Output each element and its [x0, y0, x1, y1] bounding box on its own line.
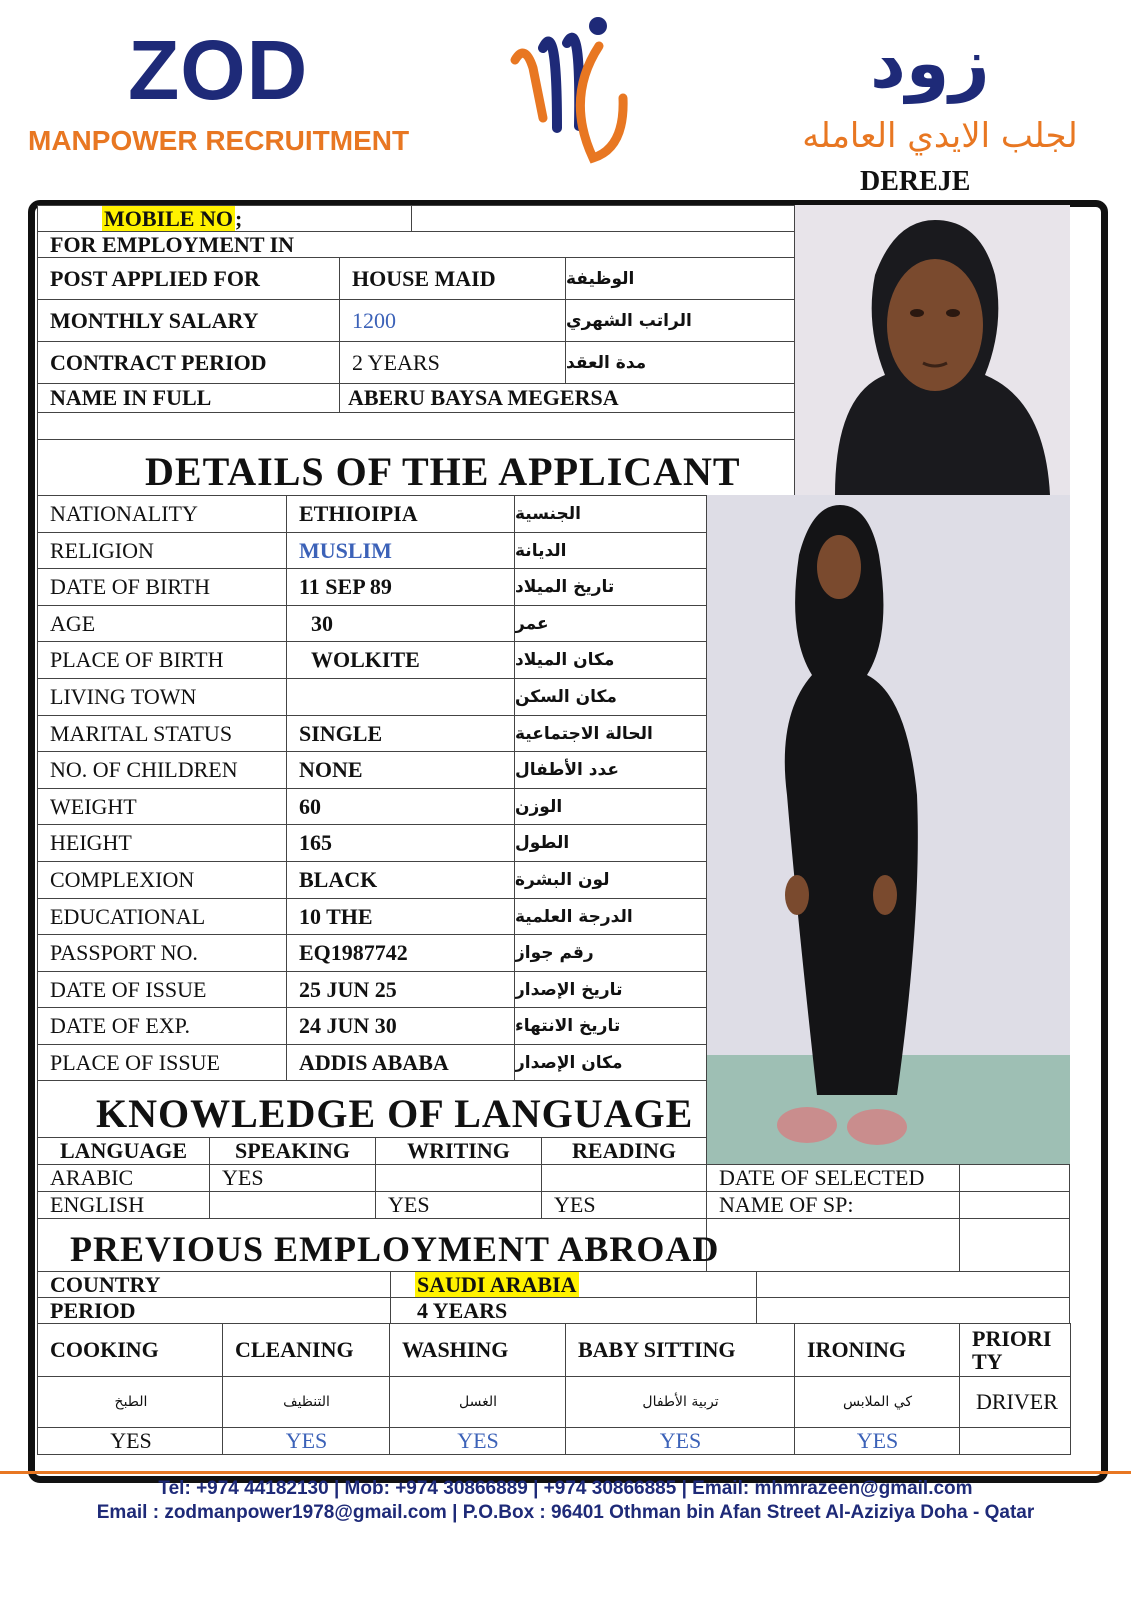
detail-value: 24 JUN 30 [286, 1007, 515, 1045]
detail-value: 165 [286, 824, 515, 862]
skill-label-ar: الغسل [389, 1376, 567, 1428]
skill-label-ar: تربية الأطفال [565, 1376, 796, 1428]
date-selected-label: DATE OF SELECTED [706, 1164, 960, 1192]
detail-value: ETHIOIPIA [286, 495, 515, 533]
skill-header: PRIORI TY [959, 1323, 1071, 1377]
detail-value: WOLKITE [286, 641, 515, 679]
detail-label-ar: مكان الإصدار [514, 1044, 707, 1082]
detail-label-ar: تاريخ الميلاد [514, 568, 707, 606]
detail-label-ar: مكان السكن [514, 678, 707, 716]
skill-label-ar: كي الملابس [794, 1376, 961, 1428]
headshot-figure [795, 205, 1070, 495]
footer-address-line: Email : zodmanpower1978@gmail.com | P.O.Box : 96401 Othman bin Afan Street Al-Aziziya Doha - Qatar [96, 1502, 1035, 1523]
detail-label: HEIGHT [37, 824, 287, 862]
detail-label-ar: تاريخ الإصدار [514, 971, 707, 1008]
detail-label-ar: تاريخ الانتهاء [514, 1007, 707, 1045]
contract-value: 2 YEARS [339, 341, 566, 384]
lang-arabic-speaking: YES [209, 1164, 376, 1192]
sponsor-value [959, 1191, 1070, 1219]
period-extra [756, 1297, 1070, 1324]
brand-name-arabic: زود [870, 22, 990, 104]
post-value: HOUSE MAID [339, 257, 566, 300]
full-body-figure [707, 495, 1070, 1165]
detail-label: PLACE OF ISSUE [37, 1044, 287, 1082]
contract-label-ar: مدة العقد [565, 341, 795, 384]
mobile-label-cell [37, 205, 412, 232]
lang-arabic-reading [541, 1164, 707, 1192]
lang-english-writing: YES [375, 1191, 542, 1219]
agent-name: DEREJE [860, 166, 971, 197]
detail-value: 10 THE [286, 898, 515, 935]
detail-label: DATE OF EXP. [37, 1007, 287, 1045]
priority-value: DRIVER [959, 1376, 1071, 1428]
period-label: PERIOD [37, 1297, 391, 1324]
brand-name: ZOD [128, 23, 309, 117]
priority-blank [959, 1427, 1071, 1455]
country-value: SAUDI ARABIA [417, 1271, 577, 1297]
lang-header-language: LANGUAGE [37, 1137, 210, 1165]
skill-header: IRONING [794, 1323, 961, 1377]
country-extra [756, 1271, 1070, 1298]
name-value: ABERU BAYSA MEGERSA [339, 383, 795, 413]
skill-value: YES [222, 1427, 391, 1455]
applicant-full-photo [707, 495, 1070, 1165]
detail-label-ar: الطول [514, 824, 707, 862]
detail-value: 11 SEP 89 [286, 568, 515, 606]
detail-label: DATE OF BIRTH [37, 568, 287, 606]
detail-label-ar: الجنسية [514, 495, 707, 533]
lang-header-speaking: SPEAKING [209, 1137, 376, 1165]
lang-arabic: ARABIC [37, 1164, 210, 1192]
mobile-separator: ; [234, 205, 243, 231]
blank-row [37, 412, 795, 440]
detail-label: EDUCATIONAL [37, 898, 287, 935]
detail-value: SINGLE [286, 715, 515, 752]
lang-header-writing: WRITING [375, 1137, 542, 1165]
detail-label-ar: الوزن [514, 788, 707, 825]
detail-value: 30 [286, 605, 515, 642]
salary-label: MONTHLY SALARY [37, 299, 340, 342]
skill-header: COOKING [37, 1323, 225, 1377]
detail-label-ar: عمر [514, 605, 707, 642]
detail-label: NO. OF CHILDREN [37, 751, 287, 789]
detail-value: 25 JUN 25 [286, 971, 515, 1008]
detail-label-ar: رقم جواز [514, 934, 707, 972]
lang-header-reading: READING [541, 1137, 707, 1165]
mobile-value [411, 205, 795, 232]
lang-english-speaking [209, 1191, 376, 1219]
skill-label-ar: الطبخ [37, 1376, 225, 1428]
name-label: NAME IN FULL [37, 383, 340, 413]
detail-value: NONE [286, 751, 515, 789]
language-title: KNOWLEDGE OF LANGUAGE [96, 1091, 694, 1136]
lang-english-reading: YES [541, 1191, 707, 1219]
salary-label-ar: الراتب الشهري [565, 299, 795, 342]
detail-label-ar: الديانة [514, 532, 707, 569]
post-label: POST APPLIED FOR [37, 257, 340, 300]
blank-side-2 [959, 1218, 1070, 1272]
skill-header: WASHING [389, 1323, 567, 1377]
detail-label-ar: مكان الميلاد [514, 641, 707, 679]
footer-divider [0, 1471, 1131, 1474]
lang-arabic-writing [375, 1164, 542, 1192]
skill-label-ar: التنظيف [222, 1376, 391, 1428]
details-title: DETAILS OF THE APPLICANT [145, 449, 741, 494]
mobile-label: MOBILE NO [104, 205, 233, 231]
detail-label-ar: الدرجة العلمية [514, 898, 707, 935]
detail-label: PLACE OF BIRTH [37, 641, 287, 679]
period-value: 4 YEARS [390, 1297, 757, 1324]
skill-value: YES [389, 1427, 567, 1455]
detail-label: LIVING TOWN [37, 678, 287, 716]
footer-contact-line: Tel: +974 44182130 | Mob: +974 30866889 | +974 30866885 | Email: mhmrazeen@gmail.com [158, 1478, 973, 1499]
skill-value: YES [37, 1427, 225, 1455]
detail-label: MARITAL STATUS [37, 715, 287, 752]
detail-label-ar: عدد الأطفال [514, 751, 707, 789]
detail-label: PASSPORT NO. [37, 934, 287, 972]
brand-subtitle: MANPOWER RECRUITMENT [28, 125, 410, 156]
salary-value: 1200 [339, 299, 566, 342]
detail-value [286, 678, 515, 716]
detail-label-ar: لون البشرة [514, 861, 707, 899]
sponsor-label: NAME OF SP: [706, 1191, 960, 1219]
zod-logo-icon [495, 8, 645, 178]
detail-value: MUSLIM [286, 532, 515, 569]
detail-label: DATE OF ISSUE [37, 971, 287, 1008]
post-label-ar: الوظيفة [565, 257, 795, 300]
date-selected-value [959, 1164, 1070, 1192]
country-label: COUNTRY [37, 1271, 391, 1298]
brand-subtitle-arabic: لجلب الايدي العامله [802, 116, 1078, 156]
skill-header: BABY SITTING [565, 1323, 796, 1377]
detail-value: ADDIS ABABA [286, 1044, 515, 1082]
applicant-headshot [795, 205, 1070, 495]
skill-value: YES [794, 1427, 961, 1455]
employment-in: FOR EMPLOYMENT IN [37, 231, 795, 258]
detail-label: WEIGHT [37, 788, 287, 825]
detail-value: 60 [286, 788, 515, 825]
skill-value: YES [565, 1427, 796, 1455]
contract-label: CONTRACT PERIOD [37, 341, 340, 384]
blank-side-1 [706, 1218, 960, 1272]
previous-title: PREVIOUS EMPLOYMENT ABROAD [70, 1229, 720, 1269]
detail-label: AGE [37, 605, 287, 642]
detail-label-ar: الحالة الاجتماعية [514, 715, 707, 752]
detail-value: EQ1987742 [286, 934, 515, 972]
detail-label: NATIONALITY [37, 495, 287, 533]
lang-english: ENGLISH [37, 1191, 210, 1219]
detail-value: BLACK [286, 861, 515, 899]
country-value-cell [390, 1271, 757, 1298]
detail-label: RELIGION [37, 532, 287, 569]
skill-header: CLEANING [222, 1323, 391, 1377]
detail-label: COMPLEXION [37, 861, 287, 899]
